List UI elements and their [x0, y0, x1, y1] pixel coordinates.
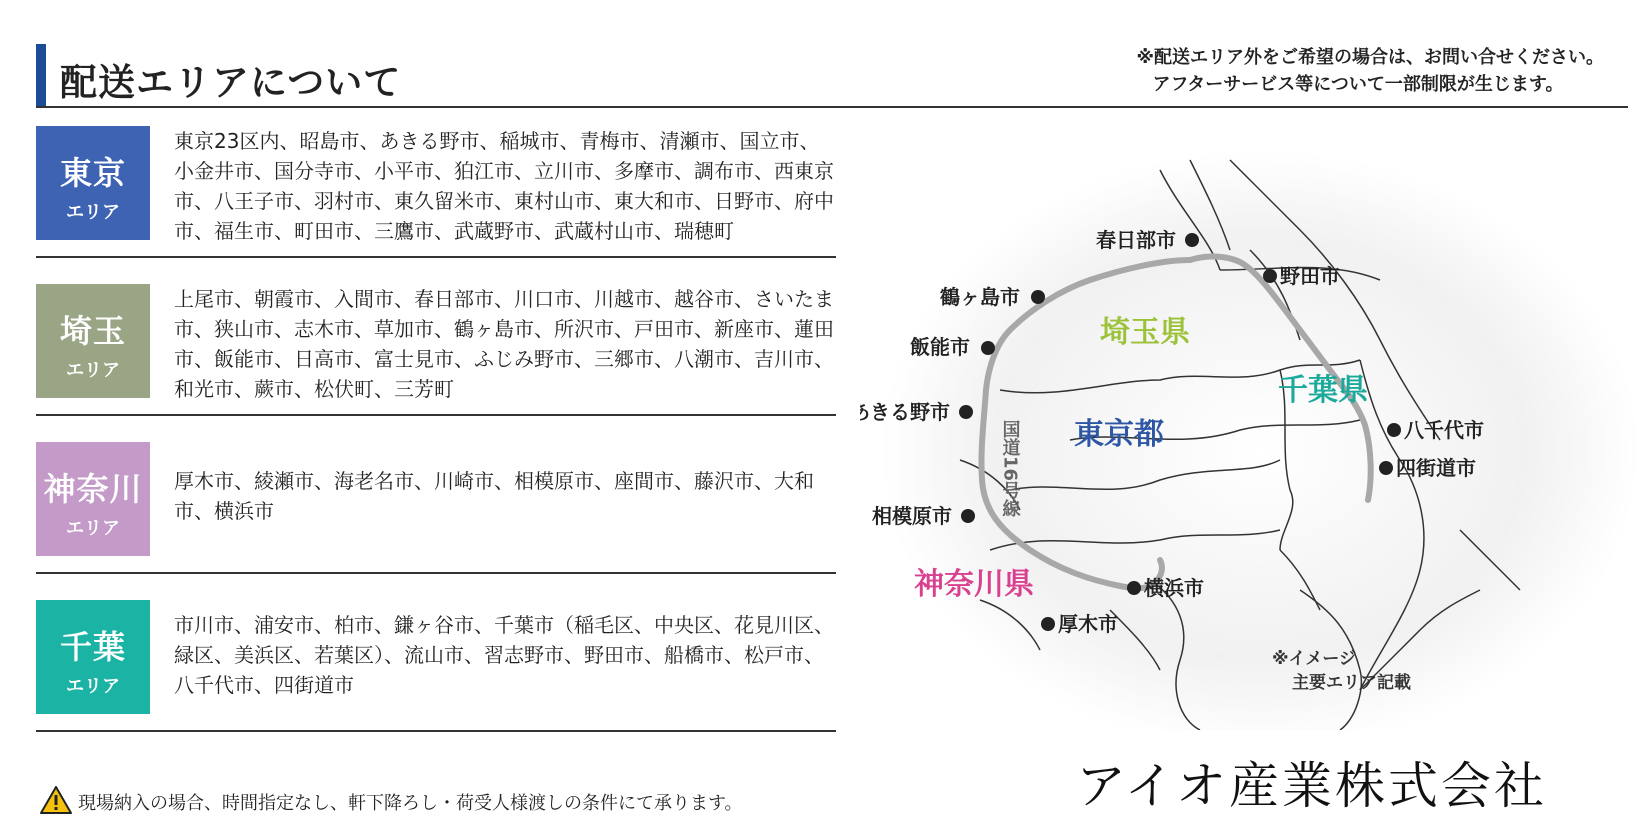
delivery-note-line2: アフターサービス等について一部制限が生じます。: [1152, 74, 1564, 95]
prefecture-chiba: 千葉県: [1278, 373, 1368, 408]
area-divider: [36, 730, 836, 732]
page-title: 配送エリアについて: [60, 61, 402, 104]
area-suffix: エリア: [66, 202, 120, 223]
header-divider: [36, 106, 1628, 108]
road-label: [1000, 420, 1022, 517]
prefecture-saitama: 埼玉県: [1100, 315, 1190, 350]
svg-text:四街道市: 四街道市: [1396, 456, 1476, 480]
prefecture-kanagawa: 神奈川県: [914, 567, 1034, 602]
svg-text:相模原市: 相模原市: [872, 504, 952, 528]
area-divider: [36, 256, 836, 258]
image-note-line1: ※イメージ: [1272, 649, 1357, 669]
area-name: 東京: [59, 154, 126, 192]
svg-text:春日部市: 春日部市: [1096, 228, 1176, 252]
svg-text:野田市: 野田市: [1280, 264, 1340, 288]
svg-text:厚木市: 厚木市: [1058, 612, 1118, 636]
area-suffix: エリア: [66, 518, 120, 539]
delivery-note-line1: ※配送エリア外をご希望の場合は、お問い合せください。: [1136, 47, 1604, 68]
image-note-line2: 主要エリア記載: [1292, 673, 1411, 693]
prefecture-tokyo: 東京都: [1074, 417, 1164, 452]
area-suffix: エリア: [66, 676, 120, 697]
area-divider: [36, 572, 836, 574]
area-badge-saitama: [36, 284, 150, 398]
area-divider: [36, 414, 836, 416]
area-name: 千葉: [59, 628, 126, 666]
company-name: アイオ産業株式会社: [1076, 757, 1547, 815]
page-header: [36, 42, 1628, 108]
road-label-text: 国道16号線: [999, 420, 1021, 518]
warning-icon: [40, 786, 72, 814]
area-cities-chiba: 市川市、浦安市、柏市、鎌ヶ谷市、千葉市（稲毛区、中央区、花見川区、緑区、美浜区、若葉区）、流山市、習志野市、野田市、船橋市、松戸市、八千代市、四街道市: [174, 613, 834, 697]
area-cities-kanagawa: 厚木市、綾瀬市、海老名市、川崎市、相模原市、座間市、藤沢市、大和市、横浜市: [174, 469, 814, 523]
area-cities-tokyo: 東京23区内、昭島市、あきる野市、稲城市、青梅市、清瀬市、国立市、小金井市、国分寺市、小平市、狛江市、立川市、多摩市、調布市、西東京市、八王子市、羽村市、東久留米市、東村山市、東大和市、日野市、府中市、福生市、町田市、三鷹市、武蔵野市、武蔵村山市、瑞穂町: [174, 129, 834, 243]
area-badge-kanagawa: [36, 442, 150, 556]
area-badge-tokyo: [36, 126, 150, 240]
svg-text:飯能市: 飯能市: [910, 335, 970, 359]
delivery-note: [1137, 44, 1605, 98]
svg-text:あきる野市: あきる野市: [860, 400, 950, 424]
title-accent-bar: [36, 44, 46, 106]
area-name: 埼玉: [59, 312, 126, 350]
delivery-condition-text: 現場納入の場合、時間指定なし、軒下降ろし・荷受人様渡しの条件にて承ります。: [78, 793, 743, 814]
area-name: 神奈川: [43, 470, 143, 508]
area-badge-chiba: [36, 600, 150, 714]
area-suffix: エリア: [66, 360, 120, 381]
svg-text:八千代市: 八千代市: [1404, 418, 1484, 442]
svg-text:鶴ヶ島市: 鶴ヶ島市: [940, 285, 1020, 309]
area-cities-saitama: 上尾市、朝霞市、入間市、春日部市、川口市、川越市、越谷市、さいたま市、狭山市、志木市、草加市、鶴ヶ島市、所沢市、戸田市、新座市、蓮田市、飯能市、日高市、富士見市、ふじみ野市、三郷市、八潮市、吉川市、和光市、蕨市、松伏町、三芳町: [174, 287, 834, 401]
delivery-area-map: [860, 130, 1640, 730]
map-background: [880, 150, 1640, 730]
svg-text:横浜市: 横浜市: [1144, 576, 1204, 600]
map-svg: [860, 130, 1640, 730]
